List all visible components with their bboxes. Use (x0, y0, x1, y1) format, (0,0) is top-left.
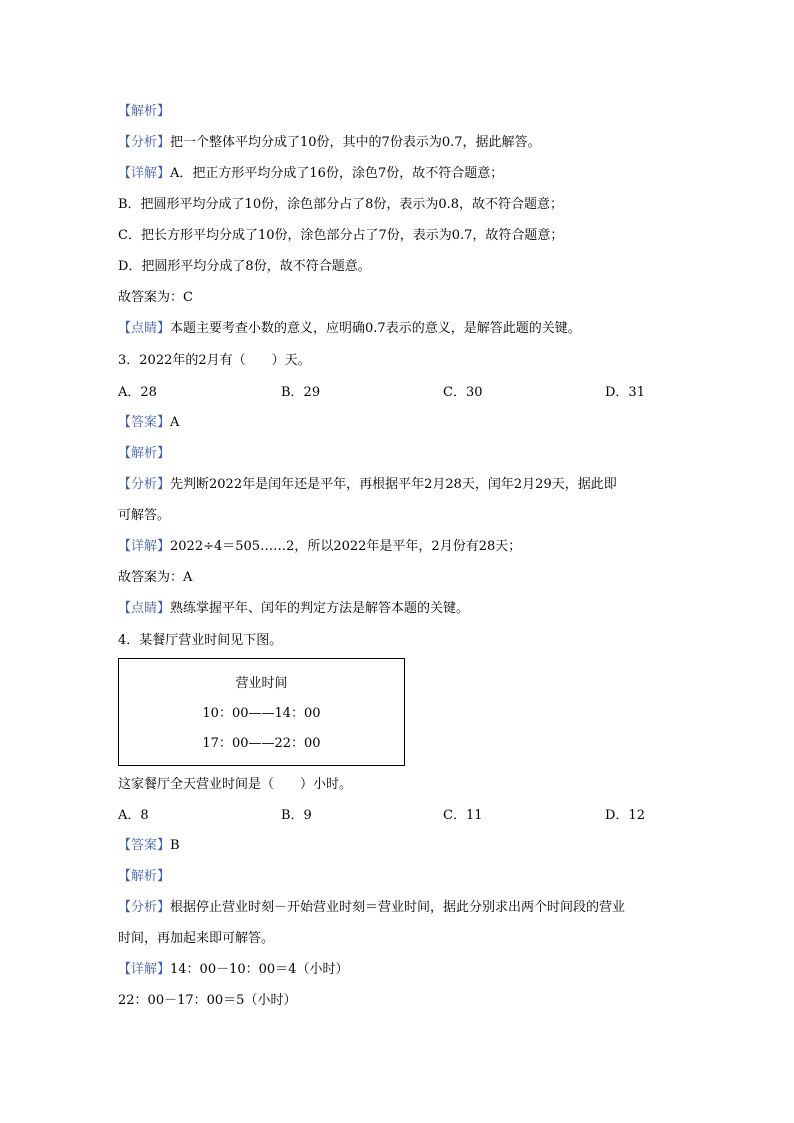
business-hours-box (118, 658, 405, 766)
business-hours-slot-1: 10：00——14：00 (202, 706, 321, 721)
q4-jiexi-heading: 【解析】 (118, 869, 171, 884)
q3-fenxi-line1: 【分析】先判断2022年是闰年还是平年，再根据平年2月28天，闰年2月29天，据此即 (118, 477, 617, 492)
q3-option-a: A．28 (118, 385, 157, 400)
q4-xiangjie-line1: 【详解】14：00－10：00＝4（小时） (118, 962, 349, 977)
q4-xiangjie-line2: 22：00－17：00＝5（小时） (118, 993, 297, 1008)
q2-xiangjie-line-c: C．把长方形平均分成了10份，涂色部分占了7份，表示为0.7，故符合题意； (118, 228, 564, 243)
q2-jiexi-heading: 【解析】 (118, 104, 171, 119)
q2-fenxi: 【分析】把一个整体平均分成了10份，其中的7份表示为0.7，据此解答。 (118, 135, 541, 150)
q4-daan: 【答案】B (118, 838, 180, 853)
q2-xiangjie-line-d: D．把圆形平均分成了8份，故不符合题意。 (118, 259, 371, 274)
q4-option-c: C．11 (443, 808, 483, 823)
q3-xiangjie: 【详解】2022÷4＝505……2，所以2022年是平年，2月份有28天； (118, 539, 522, 554)
q3-dianjing: 【点睛】熟练掌握平年、闰年的判定方法是解答本题的关键。 (118, 601, 470, 616)
q4-question: 4．某餐厅营业时间见下图。 (118, 633, 283, 648)
business-hours-title: 营业时间 (235, 676, 288, 691)
q3-jiexi-heading: 【解析】 (118, 446, 171, 461)
q3-question: 3．2022年的2月有（ ）天。 (118, 353, 311, 368)
q3-option-d: D．31 (605, 385, 645, 400)
q4-sub-question: 这家餐厅全天营业时间是（ ）小时。 (118, 777, 353, 792)
q2-xiangjie-line-b: B．把圆形平均分成了10份，涂色部分占了8份，表示为0.8，故不符合题意； (118, 197, 564, 212)
q4-option-b: B．9 (281, 808, 312, 823)
q4-option-a: A．8 (118, 808, 149, 823)
q3-answer-line: 故答案为：A (118, 570, 193, 585)
q3-option-c: C．30 (443, 385, 483, 400)
q4-fenxi-line2: 时间，再加起来即可解答。 (118, 931, 275, 946)
q2-answer-line: 故答案为：C (118, 290, 193, 305)
q3-daan: 【答案】A (118, 415, 180, 430)
q2-xiangjie-line-a: 【详解】A．把正方形平均分成了16份，涂色7份，故不符合题意； (118, 166, 504, 181)
q2-dianjing: 【点睛】本题主要考查小数的意义，应明确0.7表示的意义，是解答此题的关键。 (118, 321, 581, 336)
q3-option-b: B．29 (281, 385, 321, 400)
q3-fenxi-line2: 可解答。 (118, 508, 171, 523)
business-hours-slot-2: 17：00——22：00 (202, 736, 321, 751)
q4-fenxi-line1: 【分析】根据停止营业时刻－开始营业时刻＝营业时间，据此分别求出两个时间段的营业 (118, 900, 626, 915)
q4-option-d: D．12 (605, 808, 645, 823)
